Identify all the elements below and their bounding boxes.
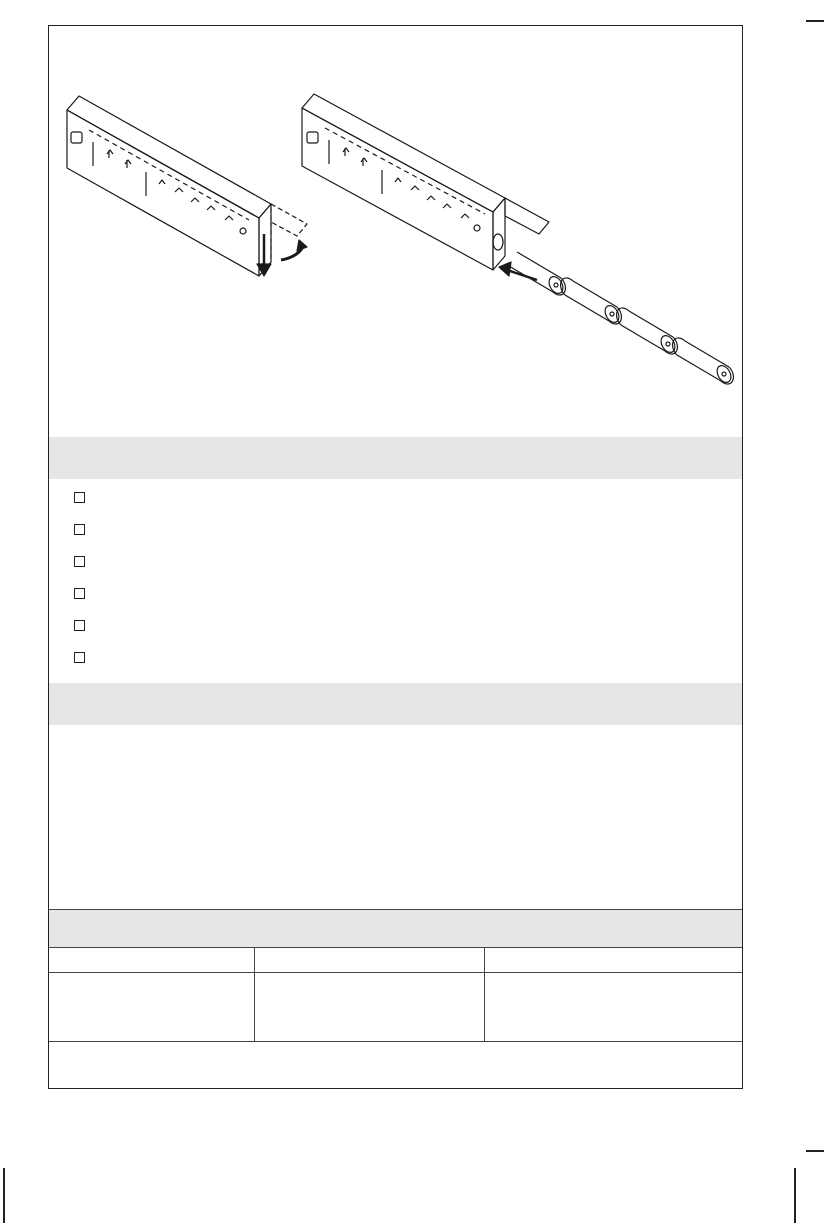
checklist-item	[74, 585, 95, 617]
battery-4	[673, 338, 734, 385]
battery-2	[561, 278, 622, 325]
batteries	[509, 252, 734, 385]
crop-mark	[806, 1150, 824, 1152]
checklist-item	[74, 553, 95, 585]
table-header-divider	[49, 972, 742, 973]
battery-installation-illustration	[49, 26, 742, 436]
checkbox-icon[interactable]	[74, 652, 85, 663]
crop-mark	[794, 1168, 796, 1223]
table-column-divider	[484, 948, 485, 1042]
table-column-divider	[254, 948, 255, 1042]
footer-note	[49, 1042, 742, 1088]
checklist	[74, 489, 95, 681]
section-header	[49, 437, 742, 479]
table-header-band	[49, 909, 742, 948]
checkbox-icon[interactable]	[74, 524, 85, 535]
checkbox-icon[interactable]	[74, 492, 85, 503]
section-header	[49, 683, 742, 725]
battery-3	[617, 308, 678, 355]
checklist-item	[74, 521, 95, 553]
page-frame	[48, 25, 743, 1089]
troubleshooting-table	[49, 947, 742, 1042]
checklist-item	[74, 617, 95, 649]
checkbox-icon[interactable]	[74, 588, 85, 599]
remote-left	[67, 96, 307, 276]
checklist-item	[74, 649, 95, 681]
remote-right	[302, 94, 549, 280]
checkbox-icon[interactable]	[74, 556, 85, 567]
checkbox-icon[interactable]	[74, 620, 85, 631]
crop-mark	[3, 1168, 5, 1223]
checklist-item	[74, 489, 95, 521]
crop-mark	[806, 20, 824, 22]
